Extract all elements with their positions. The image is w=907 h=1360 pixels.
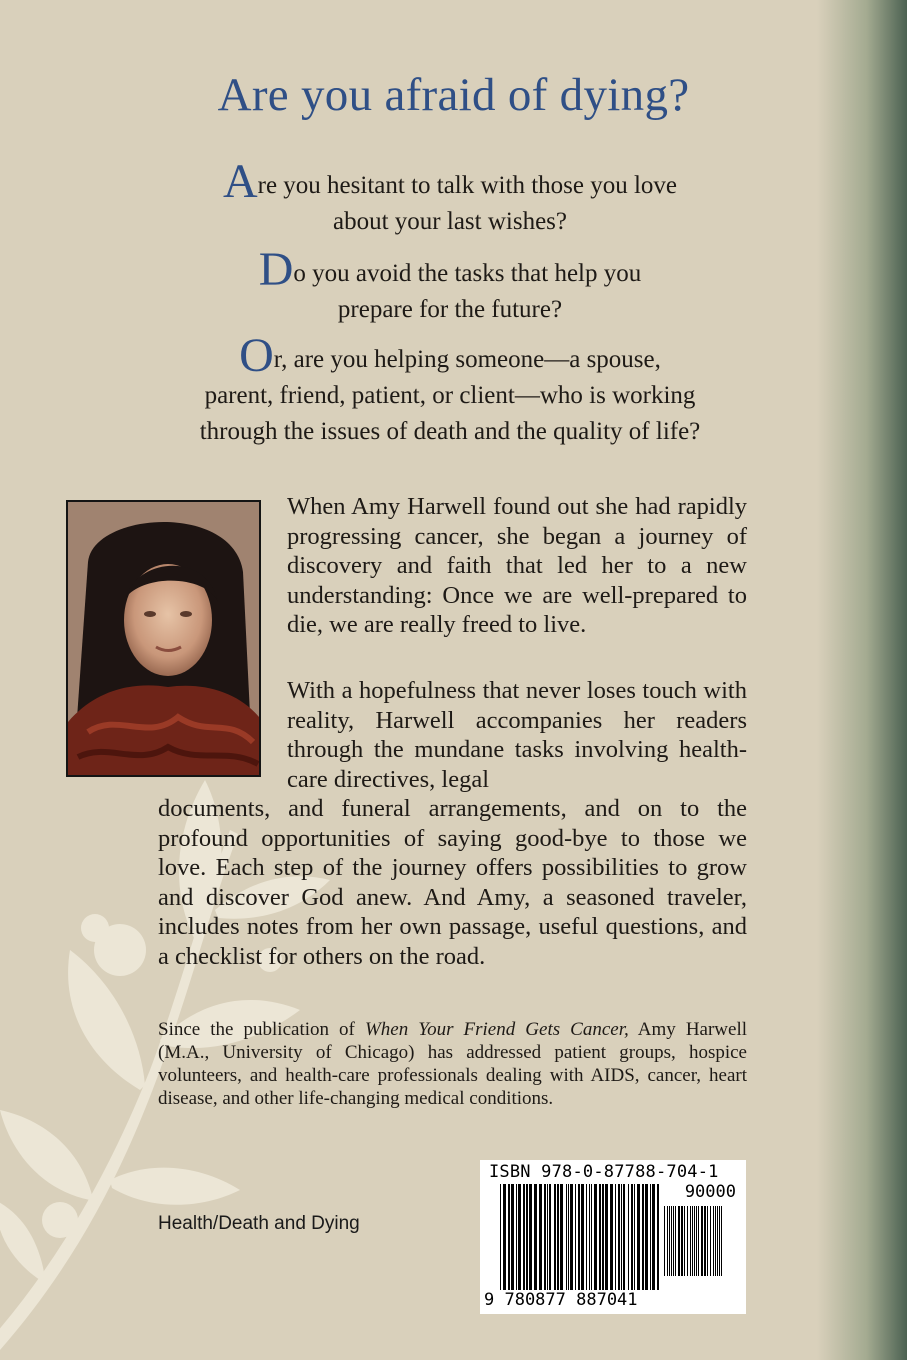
description-paragraph-2-start: With a hopefulness that never loses touch with reality, Harwell accompanies her readers through the mundane tasks involving health-care directives, legal xyxy=(287,677,747,793)
barcode-bar xyxy=(667,1206,668,1276)
addon-bars xyxy=(664,1206,734,1276)
book-title: When Your Friend Gets Cancer, xyxy=(364,1019,629,1040)
barcode-bar xyxy=(544,1184,546,1290)
barcode-bar xyxy=(516,1184,517,1290)
author-bio: Since the publication of When Your Friend Gets Cancer, Amy Harwell (M.A., University of Chicago) has addressed patient groups, hospice volunteers, and health-care professionals dealing with AIDS, cancer, heart disease, and other life-changing medical conditions. xyxy=(158,1019,748,1109)
barcode-bar xyxy=(664,1206,665,1276)
barcode-bar xyxy=(615,1184,616,1290)
question-3: Or, are you helping someone—a spouse, parent, friend, patient, or client—who is working through the issues of death and the quality of life? xyxy=(199,329,701,445)
barcode-bar xyxy=(560,1184,563,1290)
barcode-bar xyxy=(554,1184,556,1290)
barcode-bar xyxy=(721,1206,722,1276)
barcode-bar xyxy=(678,1206,680,1276)
barcode-bar xyxy=(671,1206,672,1276)
price-code: 90000 xyxy=(684,1182,736,1202)
barcode-bar xyxy=(719,1206,720,1276)
spine-gradient xyxy=(817,0,907,1360)
barcode-bar xyxy=(637,1184,640,1290)
barcode-bar xyxy=(568,1184,569,1290)
barcode-bar xyxy=(623,1184,625,1290)
barcode-bar xyxy=(710,1206,711,1276)
barcode-bar xyxy=(675,1206,676,1276)
headline: Are you afraid of dying? xyxy=(217,69,690,121)
barcode-bar xyxy=(717,1206,718,1276)
barcode-bar xyxy=(634,1184,635,1290)
barcode-bar xyxy=(575,1184,576,1290)
barcode-bar xyxy=(707,1206,708,1276)
drop-cap: A xyxy=(222,155,258,208)
barcode-bar xyxy=(503,1184,506,1290)
barcode-bar xyxy=(526,1184,528,1290)
barcode-bar xyxy=(701,1206,703,1276)
barcode-bar xyxy=(631,1184,633,1290)
barcode-bar xyxy=(652,1184,655,1290)
barcode-bar xyxy=(694,1206,695,1276)
barcode-bar xyxy=(539,1184,542,1290)
barcode-bar xyxy=(605,1184,608,1290)
barcode-bar xyxy=(508,1184,510,1290)
barcode-bar xyxy=(704,1206,706,1276)
barcode-bar xyxy=(557,1184,559,1290)
barcode-bar xyxy=(591,1184,592,1290)
isbn-barcode xyxy=(480,1160,746,1314)
barcode-bar xyxy=(696,1206,697,1276)
barcode-bar xyxy=(669,1206,670,1276)
barcode-bar xyxy=(578,1184,580,1290)
barcode-bar xyxy=(547,1184,548,1290)
question-1: Are you hesitant to talk with those you love about your last wishes? xyxy=(222,155,678,235)
barcode-bar xyxy=(713,1206,714,1276)
barcode-bar xyxy=(692,1206,693,1276)
barcode-bar xyxy=(586,1184,587,1290)
barcode-bar xyxy=(594,1184,597,1290)
barcode-bar xyxy=(566,1184,567,1290)
barcode-bar xyxy=(642,1184,644,1290)
barcode-bar xyxy=(681,1206,683,1276)
barcode-bar xyxy=(628,1184,629,1290)
barcode-bar xyxy=(673,1206,674,1276)
drop-cap: D xyxy=(258,243,294,296)
barcode-bar xyxy=(690,1206,691,1276)
barcode-bar xyxy=(618,1184,620,1290)
barcode-bar xyxy=(549,1184,551,1290)
ean-digits: 9 780877 887041 xyxy=(484,1290,638,1310)
barcode-bar xyxy=(602,1184,604,1290)
barcode-bar xyxy=(529,1184,532,1290)
barcode-bar xyxy=(511,1184,514,1290)
barcode-bar xyxy=(610,1184,613,1290)
barcode-bar xyxy=(698,1206,699,1276)
ean-bars xyxy=(500,1184,660,1290)
barcode-bar xyxy=(570,1184,573,1290)
barcode-bar xyxy=(534,1184,537,1290)
category-label: Health/Death and Dying xyxy=(158,1213,360,1234)
drop-cap: O xyxy=(239,329,274,382)
barcode-bar xyxy=(650,1184,651,1290)
barcode-bar xyxy=(687,1206,688,1276)
isbn-label: ISBN 978-0-87788-704-1 xyxy=(489,1162,719,1182)
barcode-bar xyxy=(523,1184,525,1290)
barcode-bar xyxy=(715,1206,716,1276)
description-paragraph-2-end: documents, and funeral arrangements, and on to the profound opportunities of saying good-bye to those we love. Each step of the journey offers possibilities to grow and discover God anew. And Amy, a seasoned traveler, includes notes from her own passage, useful questions, and a checklist for others on the road. xyxy=(158,795,747,970)
question-2: Do you avoid the tasks that help you prepare for the future? xyxy=(258,243,642,323)
barcode-bar xyxy=(500,1184,501,1290)
barcode-bar xyxy=(518,1184,521,1290)
barcode-bar xyxy=(684,1206,685,1276)
barcode-bar xyxy=(645,1184,648,1290)
author-photo xyxy=(66,500,261,777)
barcode-bar xyxy=(589,1184,590,1290)
barcode-bar xyxy=(581,1184,584,1290)
barcode-bar xyxy=(599,1184,601,1290)
barcode-bar xyxy=(621,1184,622,1290)
barcode-bar xyxy=(657,1184,659,1290)
description-paragraph-1: When Amy Harwell found out she had rapidly progressing cancer, she began a journey of discovery and faith that led her to a new understanding: Once we are well-prepared to die, we are really freed to live. xyxy=(287,493,747,639)
